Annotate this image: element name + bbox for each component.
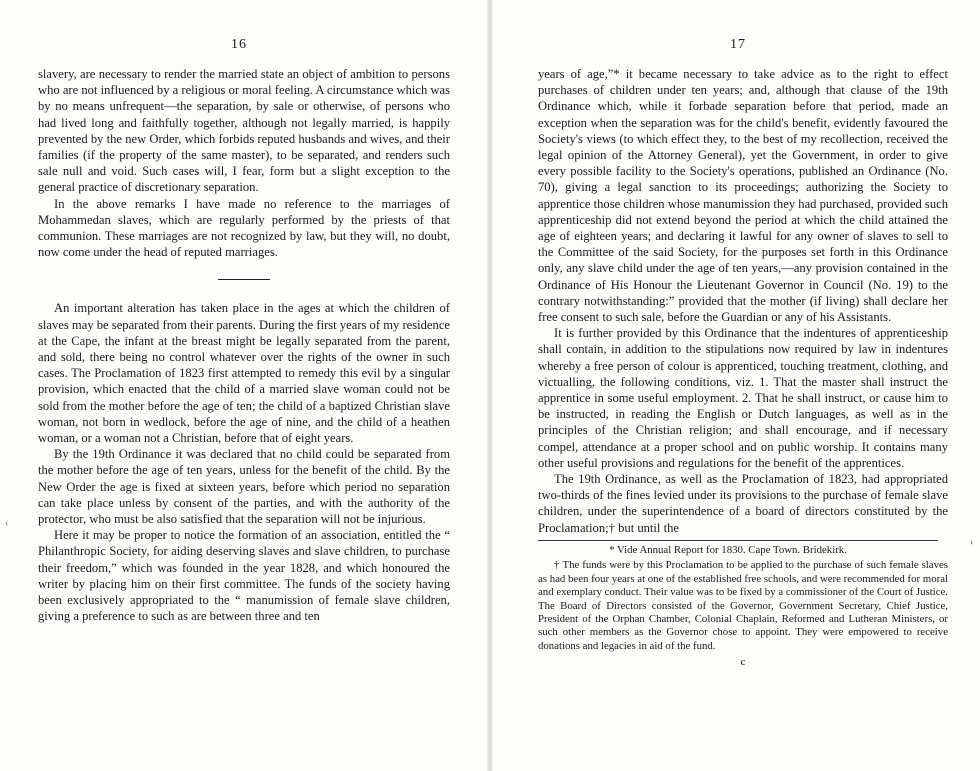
left-paragraph-2: In the above remarks I have made no reference to the marriages of Mohammedan slaves, which are regularly performed by the priests of that communion. These marriages are not recognized by law, but they will, no doubt, now come under the head of reputed marriages. bbox=[38, 196, 450, 260]
right-paragraph-3: The 19th Ordinance, as well as the Proclamation of 1823, had appropriated two-thirds of the fines levied under its provisions to the purchase of female slave children, under the superintendence of a board of directors constituted by the Proclamation;† but until the bbox=[538, 472, 948, 535]
left-paragraph-3: An important alteration has taken place in the ages at which the children of slaves may be separated from their parents. During the first years of my residence at the Cape, the infant at the breast might be legally separated from the parent, and sold, there being no control whatever over the rights of the owner in such cases. The Proclamation of 1823 first attempted to remedy this evil by a singular provision, which enacted that the child of a married slave woman could not be sold from the mother before the age of ten; the child of a baptized Christian slave woman, not born in wedlock, before the age of nine, and the child of a heathen woman, or a woman not a Christian, before that of eight years. bbox=[38, 301, 450, 446]
footnote-1: * Vide Annual Report for 1830. Cape Town. Bridekirk. bbox=[609, 543, 847, 556]
signature-mark: c bbox=[740, 656, 746, 669]
left-margin-mark: ‹ bbox=[5, 518, 9, 529]
footnotes bbox=[538, 544, 948, 653]
right-page-number: 17 bbox=[730, 37, 746, 52]
right-paragraph-2: It is further provided by this Ordinance that the indentures of apprenticeship shall contain, in addition to the stipulations now required by law in indentures whereby a free person of colour is apprenticed, touching treatment, clothing, and victualling, the following conditions, viz. 1. That the master shall instruct the apprentice in some useful employment. 2. That he shall instruct, or cause him to be instructed, in reading the English or Dutch languages, as well as in the principles of the Christian religion; and shall encourage, and if necessary compel, attendance at a proper school and on public worship. It contains many other useful provisions and regulations for the benefit of the apprentices. bbox=[538, 326, 948, 470]
left-page-number: 16 bbox=[231, 37, 247, 52]
footnote-divider bbox=[538, 540, 938, 541]
right-page-text bbox=[538, 66, 948, 670]
left-paragraph-4: By the 19th Ordinance it was declared that no child could be separated from the mother before the age of ten years, unless for the benefit of the child. By the New Order the age is fixed at sixteen years, before which period no separation can take place unless by consent of the parties, and with the authority of the protector, who must be also satisfied that the separation will not be injurious. bbox=[38, 447, 450, 527]
right-margin-mark: › bbox=[970, 537, 974, 548]
left-page-text bbox=[38, 66, 450, 625]
left-paragraph-1: slavery, are necessary to render the married state an object of ambition to persons who are not influenced by a religious or moral feeling. A circumstance which was by no means unfrequent—the separation, by sale or otherwise, of persons who had lived long and faithfully together, although not legally married, is happily prevented by the new Order, which forbids reputed husbands and wives, and their families (if the property of the same master), to be separated, and renders such sale null and void. Such cases will, I fear, form but a slight exception to the general practice of discretionary separation. bbox=[38, 67, 450, 195]
right-page bbox=[490, 0, 980, 771]
section-divider bbox=[218, 279, 270, 280]
left-paragraph-5: Here it may be proper to notice the formation of an association, entitled the “ Philanthropic Society, for aiding deserving slaves and slave children, to purchase their freedom,” which was founded in the year 1828, and which honoured the writer by placing him on their first committee. The funds of the society having been exclusively appropriated to the “ manumission of female slave children, giving a preference to such as are between three and ten bbox=[38, 528, 450, 624]
right-paragraph-1: years of age,”* it became necessary to take advice as to the right to effect purchases of children under ten years; and, although that clause of the 19th Ordinance which, while it forbade separation before that period, made an exception when the separation was for the child's benefit, evidently favoured the Society's views (to which effect they, to the best of my recollection, received the legal opinion of the Attorney General), yet the Government, in order to give every possible facility to the Society's operations, published an Ordinance (No. 70), giving a legal sanction to its proceedings; authorizing the Society to apprentice those children whose manumission they had purchased, provided such apprenticeship did not extend beyond the period at which the child attained the age of eighteen years; and declaring it lawful for any owner of slaves to sell to the Committee of the said Society, for the purposes set forth in this Ordinance only, any slave child under the age of ten years,—any provision contained in the Ordinance of His Honour the Lieutenant Governor in Council (No. 19) to the contrary notwithstanding:” provided that the mother (if living) shall declare her free consent to such sale, before the Guardian or any of his Assistants. bbox=[538, 67, 948, 325]
footnote-2: † The funds were by this Proclamation to be applied to the purchase of such female slaves as had been four years at one of the established free schools, and were recommended for moral and exemplary conduct. Their value was to be fixed by a commissioner of the Court of Justice. The Board of Directors consisted of the Governor, Government Secretary, Chief Justice, President of the Orphan Chamber, Colonial Chaplain, Reformed and Lutheran Ministers, or such other members as the Governor chose to appoint. They were empowered to receive donations and legacies in aid of the fund. bbox=[538, 559, 948, 652]
